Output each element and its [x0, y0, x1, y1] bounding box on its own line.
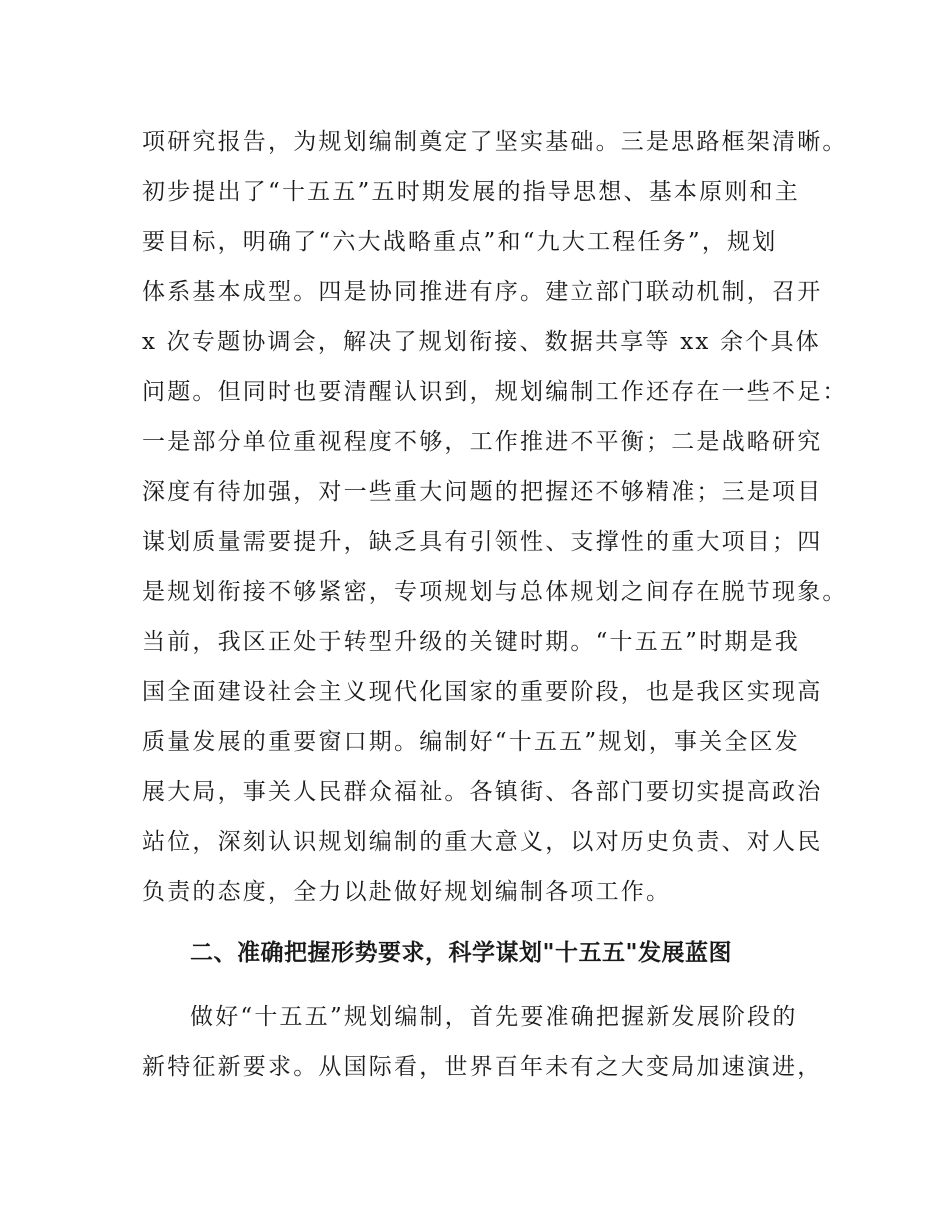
paragraph-line: 国全面建设社会主义现代化国家的重要阶段，也是我区实现高 — [142, 679, 823, 705]
paragraph-line: 当前，我区正处于转型升级的关键时期。“十五五”时期是我 — [142, 629, 800, 655]
paragraph-line: 一是部分单位重视程度不够，工作推进不平衡；二是战略研究 — [142, 429, 823, 455]
paragraph-line: 站位，深刻认识规划编制的重大意义，以对历史负责、对人民 — [142, 829, 823, 855]
paragraph-line: 深度有待加强，对一些重大问题的把握还不够精准；三是项目 — [142, 479, 823, 505]
paragraph-line: 展大局，事关人民群众福祉。各镇街、各部门要切实提高政治 — [142, 779, 823, 805]
paragraph-line: 项研究报告，为规划编制奠定了坚实基础。三是思路框架清晰。 — [142, 129, 848, 155]
paragraph-line: 新特征新要求。从国际看，世界百年未有之大变局加速演进， — [142, 1054, 823, 1080]
paragraph-line: 是规划衔接不够紧密，专项规划与总体规划之间存在脱节现象。 — [142, 579, 848, 605]
paragraph-line: 负责的态度，全力以赴做好规划编制各项工作。 — [142, 879, 672, 905]
section-heading: 二、准确把握形势要求，科学谋划"十五五"发展蓝图 — [190, 940, 732, 966]
paragraph-line: 要目标，明确了“六大战略重点”和“九大工程任务”，规划 — [142, 229, 778, 255]
paragraph-line: 体系基本成型。四是协同推进有序。建立部门联动机制，召开 — [142, 279, 823, 305]
paragraph-line: 质量发展的重要窗口期。编制好“十五五”规划，事关全区发 — [142, 729, 800, 755]
paragraph-line: 初步提出了“十五五”五时期发展的指导思想、基本原则和主 — [142, 179, 800, 205]
paragraph-line: x 次专题协调会，解决了规划衔接、数据共享等 xx 余个具体 — [142, 329, 821, 355]
paragraph-line: 做好“十五五”规划编制，首先要准确把握新发展阶段的 — [190, 1004, 798, 1030]
paragraph-line: 谋划质量需要提升，缺乏具有引领性、支撑性的重大项目；四 — [142, 529, 823, 555]
paragraph-line: 问题。但同时也要清醒认识到，规划编制工作还存在一些不足： — [142, 379, 848, 405]
